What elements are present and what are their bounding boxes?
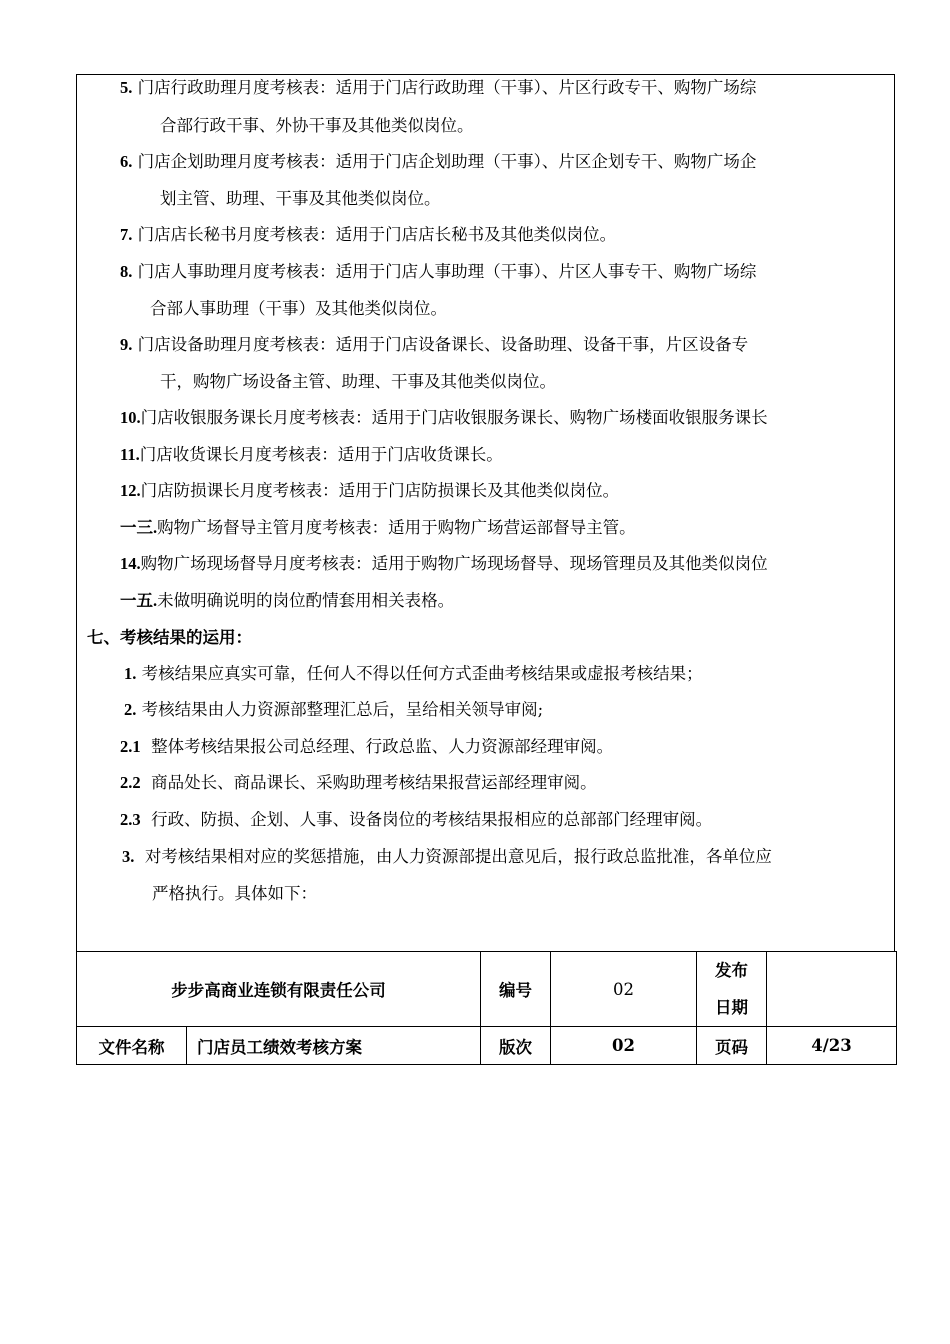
item-text: 门店企划助理月度考核表：适用于门店企划助理（干事）、片区企划专干、购物广场企 (137, 152, 757, 171)
item-text: 门店设备助理月度考核表：适用于门店设备课长、设备助理、设备干事，片区设备专 (137, 335, 749, 354)
item-text: 考核结果由人力资源部整理汇总后，呈给相关领导审阅; (141, 700, 544, 719)
list-item (120, 810, 712, 830)
list-item (120, 335, 748, 355)
item-number: 9. (120, 335, 133, 354)
list-item (120, 591, 454, 611)
item-number: 10. (120, 408, 141, 427)
item-number: 5. (120, 78, 133, 97)
item-text: 门店店长秘书月度考核表：适用于门店店长秘书及其他类似岗位。 (137, 225, 617, 244)
item-number: 2. (124, 700, 137, 719)
page-label: 页码 (697, 1027, 767, 1065)
item-text: 门店收货课长月度考核表：适用于门店收货课长。 (139, 445, 503, 464)
list-item-continuation: 合部人事助理（干事）及其他类似岗位。 (150, 299, 447, 318)
item-number: 11. (120, 445, 140, 464)
code-value: 02 (551, 952, 697, 1027)
document-footer-table (76, 951, 897, 1065)
item-number: 一三. (120, 518, 158, 537)
item-number: 6. (120, 152, 133, 171)
code-label: 编号 (481, 952, 551, 1027)
item-number: 7. (120, 225, 133, 244)
item-text: 整体考核结果报公司总经理、行政总监、人力资源部经理审阅。 (151, 737, 614, 756)
file-name-label: 文件名称 (77, 1027, 187, 1065)
list-item-continuation: 严格执行。具体如下： (152, 884, 317, 903)
item-text: 购物广场现场督导月度考核表：适用于购物广场现场督导、现场管理员及其他类似岗位 (140, 554, 768, 573)
publish-date-value (767, 952, 897, 1027)
version-label: 版次 (481, 1027, 551, 1065)
list-item (120, 518, 636, 538)
item-text: 门店行政助理月度考核表：适用于门店行政助理（干事）、片区行政专干、购物广场综 (137, 78, 757, 97)
item-text: 门店防损课长月度考核表：适用于门店防损课长及其他类似岗位。 (140, 481, 620, 500)
item-text: 门店人事助理月度考核表：适用于门店人事助理（干事）、片区人事专干、购物广场综 (137, 262, 757, 281)
item-number: 一五. (120, 591, 158, 610)
list-item (120, 408, 768, 428)
item-text: 行政、防损、企划、人事、设备岗位的考核结果报相应的总部部门经理审阅。 (151, 810, 713, 829)
list-item (120, 78, 756, 98)
list-item (124, 700, 543, 720)
item-text: 对考核结果相对应的奖惩措施，由人力资源部提出意见后，报行政总监批准，各单位应 (144, 847, 772, 866)
list-item (120, 554, 768, 574)
list-item (120, 737, 613, 757)
item-text: 未做明确说明的岗位酌情套用相关表格。 (157, 591, 455, 610)
item-number: 8. (120, 262, 133, 281)
item-number: 1. (124, 664, 137, 683)
list-item (122, 847, 772, 867)
publish-date-label: 发布 日期 (697, 952, 767, 1027)
item-number: 14. (120, 554, 141, 573)
list-item (120, 481, 619, 501)
item-number: 12. (120, 481, 141, 500)
list-item (120, 773, 597, 793)
item-number: 2.3 (120, 810, 141, 829)
version-value: 02 (551, 1027, 697, 1065)
list-item-continuation: 合部行政干事、外协干事及其他类似岗位。 (160, 116, 474, 135)
item-text: 门店收银服务课长月度考核表：适用于门店收银服务课长、购物广场楼面收银服务课长 (140, 408, 768, 427)
list-item-continuation: 干，购物广场设备主管、助理、干事及其他类似岗位。 (160, 372, 556, 391)
item-text: 购物广场督导主管月度考核表：适用于购物广场营运部督导主管。 (157, 518, 636, 537)
item-text: 商品处长、商品课长、采购助理考核结果报营运部经理审阅。 (151, 773, 597, 792)
item-text: 考核结果应真实可靠，任何人不得以任何方式歪曲考核结果或虚报考核结果； (141, 664, 703, 683)
section-heading: 七、考核结果的运用： (87, 628, 252, 647)
page-number: 4/23 (767, 1027, 897, 1065)
list-item (120, 262, 756, 282)
company-name: 步步高商业连锁有限责任公司 (77, 952, 481, 1027)
item-number: 3. (122, 847, 135, 866)
item-number: 2.1 (120, 737, 141, 756)
list-item-continuation: 划主管、助理、干事及其他类似岗位。 (160, 189, 441, 208)
list-item (120, 445, 503, 465)
file-name-value: 门店员工绩效考核方案 (187, 1027, 481, 1065)
list-item (124, 664, 703, 684)
list-item (120, 225, 616, 245)
list-item (120, 152, 756, 172)
item-number: 2.2 (120, 773, 141, 792)
